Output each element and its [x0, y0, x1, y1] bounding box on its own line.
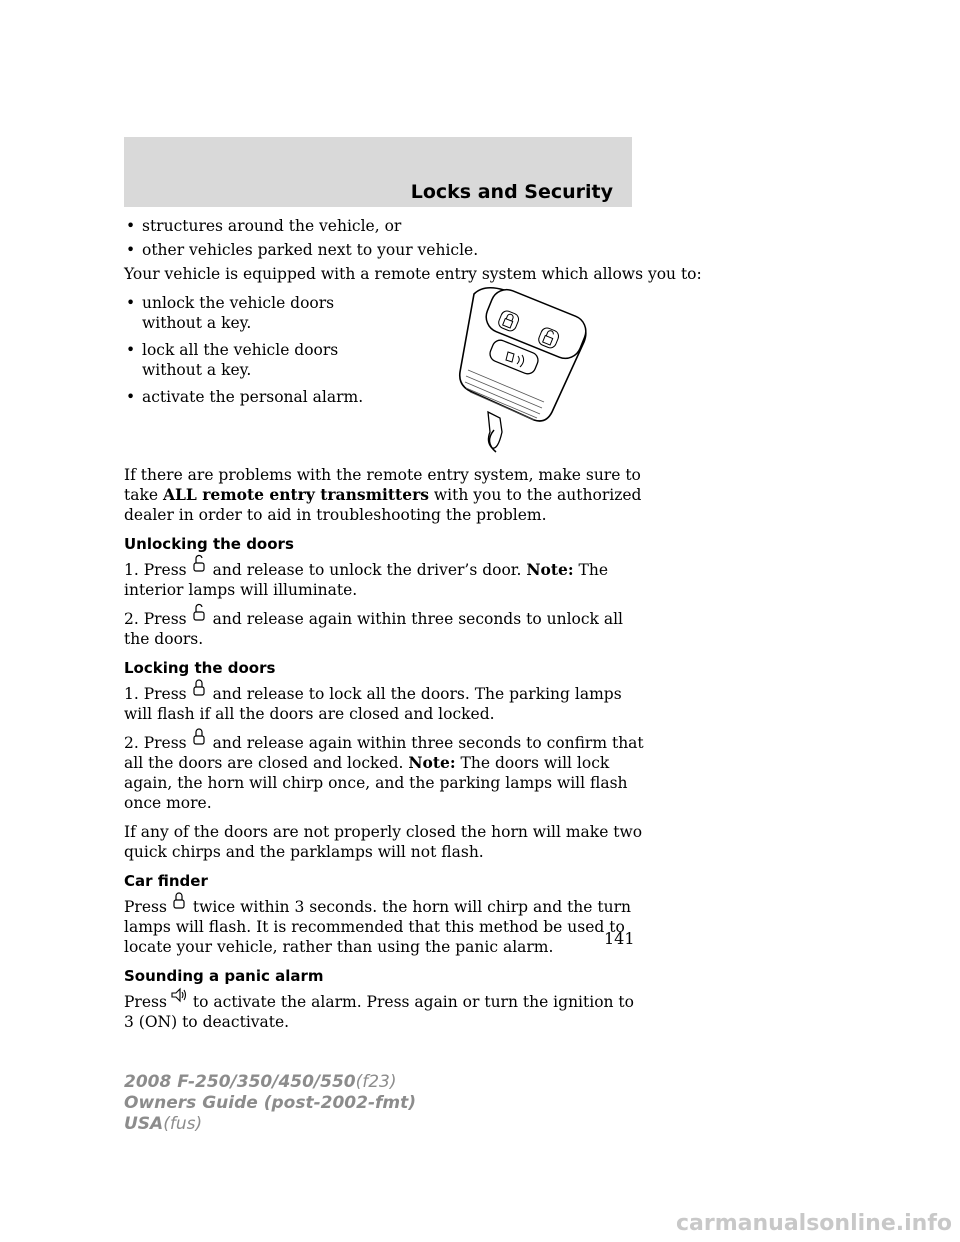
- page-number: 141: [604, 929, 635, 948]
- lock-improper-note: If any of the doors are not properly closed the horn will make two quick chirps and the parklamps will not flash.: [124, 823, 643, 861]
- unlock-icon: [189, 603, 209, 621]
- heading-panic-alarm: Sounding a panic alarm: [124, 967, 324, 985]
- lock-step-1: 1. Press and release to lock all the doors. The parking lamps will flash if all the doors are closed and locked.: [124, 684, 644, 724]
- heading-locking: Locking the doors: [124, 659, 276, 677]
- list-item: • activate the personal alarm.: [126, 388, 364, 406]
- list-item: • other vehicles parked next to your vehicle.: [126, 241, 479, 259]
- heading-car-finder: Car finder: [124, 872, 208, 890]
- remote-features-list: [124, 293, 644, 407]
- unlock-step-1: 1. Press and release to unlock the driver’s door. Note: The interior lamps will illuminate.: [124, 560, 644, 600]
- lock-icon: [189, 678, 209, 696]
- heading-unlocking: Unlocking the doors: [124, 535, 294, 553]
- footer: 2008 F-250/350/450/550(f23) Owners Guide (post-2002-fmt) USA(fus): [124, 1072, 417, 1134]
- lock-step-2: 2. Press and release again within three seconds to confirm that all the doors are closed and locked. Note: The doors will lock again, the horn will chirp once, and the parking lamps will flash once more.: [124, 733, 644, 813]
- section-title: Locks and Security: [410, 181, 613, 203]
- list-item: • unlock the vehicle doors without a key.: [126, 294, 335, 332]
- watermark: carmanualsonline.info: [676, 1211, 952, 1236]
- panic-text: Press to activate the alarm. Press again or turn the ignition to 3 (ON) to deactivate.: [124, 992, 644, 1032]
- list-item: • lock all the vehicle doors without a key.: [126, 341, 339, 379]
- list-item: • structures around the vehicle, or: [126, 217, 402, 235]
- problems-paragraph: If there are problems with the remote entry system, make sure to take ALL remote entry transmitters with you to the authorized dealer in order to aid in troubleshooting the problem.: [124, 466, 642, 524]
- page-body: [124, 216, 702, 1041]
- unlock-icon: [189, 554, 209, 572]
- panic-alarm-icon: [169, 986, 189, 1004]
- car-finder-text: Press twice within 3 seconds. the horn will chirp and the turn lamps will flash. It is recommended that this method be used to locate your vehicle, rather than using the panic alarm.: [124, 897, 644, 957]
- remote-intro: Your vehicle is equipped with a remote entry system which allows you to:: [124, 265, 702, 283]
- lock-icon: [189, 727, 209, 745]
- unlock-step-2: 2. Press and release again within three seconds to unlock all the doors.: [124, 609, 644, 649]
- lock-icon: [169, 891, 189, 909]
- section-header-band: [124, 137, 632, 207]
